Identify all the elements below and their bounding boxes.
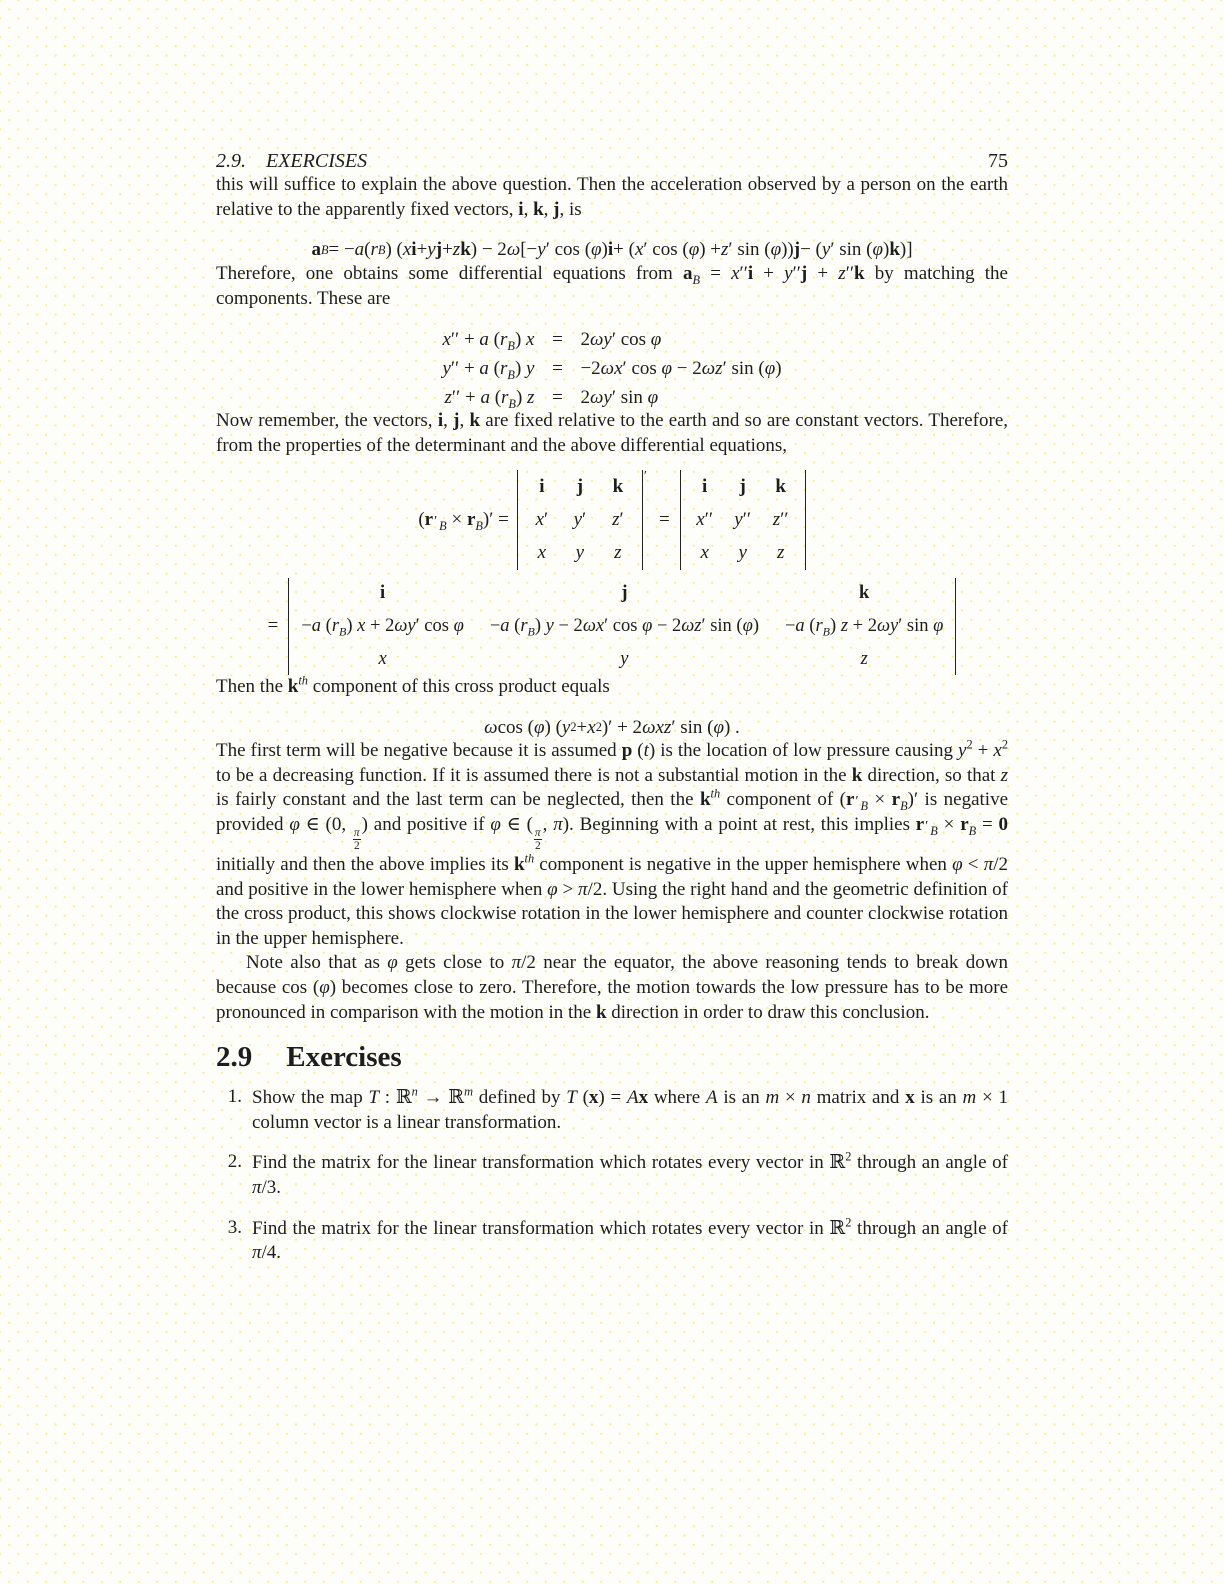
equation-system xyxy=(216,329,1008,409)
determinant-1: i j k x′ y′ z′ x y z xyxy=(517,470,643,569)
cross-product-determinant-equation xyxy=(216,578,1008,675)
paragraph-low-pressure: The first term will be negative because it is assumed p (t) is the location of low pressure causing $y^2 + x^2$ to be a decreasing function. If it is assumed there is not a substantial motion in the k direction, so that z is fairly constant and the last term can be neglected, then the $k^{th}$ component of (r′ $_B \times r_B)'$ is negative provided φ ∈ (0, $\frac{\pi}{2}$ ) and positive if φ ∈ ( $\frac{\pi}{2}$ , π). Beginning with a point at rest, this implies r′ $_B \times r_B = 0$ initially and then the above implies its $k^{th}$ component is negative in the upper hemisphere when φ < π/2 and positive in the lower hemisphere when φ > π/2. Using the right hand and the geometric definition of the cross product, this shows clockwise rotation in the lower hemisphere and counter clockwise rotation in the upper hemisphere. xyxy=(216,737,1009,949)
section-heading xyxy=(216,1041,1008,1074)
exercise-text: Find the matrix for the linear transformation which rotates every vector in ℝ$^2$ through an angle of π/4. xyxy=(252,1215,1008,1264)
eq-row3-sign: = xyxy=(552,387,563,409)
exercise-number: 1. xyxy=(227,1086,242,1108)
determinant-lhs: (r′ $_B \times r_B)'$ = xyxy=(418,509,509,533)
eq-row2-rhs: −2ωx′ cos φ − 2ωz′ sin (φ) xyxy=(580,358,782,380)
exercise-number: 2. xyxy=(227,1151,242,1173)
running-section-title: EXERCISES xyxy=(266,150,368,172)
exercise-item-1 xyxy=(216,1086,1008,1135)
determinant-1-wrap xyxy=(517,470,649,569)
equation-acceleration: a B = − a ( r B ) ( x i + y j + z k ) − 2 ω [− y ′ cos ( φ ) i + ( x ′ cos ( φ ) + z ′ sin ( φ )) j − ( y ′ sin ( φ ) k )] xyxy=(311,239,913,261)
determinant-identity-equation xyxy=(216,470,1008,569)
eq-row2-sign: = xyxy=(552,358,563,380)
paragraph-constant-vectors: Now remember, the vectors, i, j, k are fixed relative to the earth and so are constant vectors. Therefore, from the properties of the determinant and the above differential equations, xyxy=(216,410,1009,456)
eq-row1-sign: = xyxy=(552,329,563,351)
running-header xyxy=(216,150,1008,173)
page-number: 75 xyxy=(988,150,1008,172)
exercise-text: Find the matrix for the linear transformation which rotates every vector in ℝ$^2$ through an angle of π/3. xyxy=(252,1150,1008,1198)
exercise-item-2 xyxy=(216,1151,1008,1200)
kth-component-equation: ω cos ( φ ) ( y 2 + x 2 )′ + 2 ωxz ′ sin ( φ ) . xyxy=(484,716,740,738)
equals-sign: = xyxy=(658,509,670,531)
paragraph-kth-component: Then the $k^{th}$ component of this cross product equals xyxy=(216,673,610,697)
eq-row2-lhs: y′′ + a $(r_B)$ y xyxy=(442,358,535,382)
exercise-number: 3. xyxy=(227,1216,242,1238)
paragraph-equator-note: Note also that as φ gets close to π/2 near the equator, the above reasoning tends to break down because cos (φ) becomes close to zero. Therefore, the motion towards the low pressure has to be more pronounced in comparison with the motion in the k direction in order to draw this conclusion. xyxy=(216,952,1009,1023)
equals-sign: = xyxy=(267,615,279,637)
running-section-number: 2.9. xyxy=(216,150,246,172)
exercise-item-3 xyxy=(216,1217,1008,1266)
paragraph-intro: this will suffice to explain the above question. Then the acceleration observed by a person on the earth relative to the apparently fixed vectors, i, k, j, is xyxy=(216,174,1008,220)
page-content xyxy=(216,0,1008,1266)
running-section xyxy=(216,150,367,173)
section-heading-title: Exercises xyxy=(286,1041,402,1074)
eq-row3-rhs: 2ωy′ sin φ xyxy=(580,387,659,409)
paragraph-matching-components: Therefore, one obtains some differential equations from $a_B = x''i + y''j + z''k$ by matching the components. These are xyxy=(216,262,1008,309)
eq-row1-lhs: x′′ + a $(r_B)$ x xyxy=(442,329,535,353)
cross-product-determinant: i j k −a $(r_B) x + 2\omega y'$ cos φ −a $(r_B) y - 2\omega x'$ cos φ − 2ωz′ sin (φ) −a $(r_B) z + 2\omega y'$ sin φ x y z xyxy=(288,578,956,675)
exercise-text: Show the map T : ℝ$^n$ → ℝ$^m$ defined by T (x) = Ax where A is an m × n matrix and x is an m × 1 column vector is a linear transformation. xyxy=(252,1084,1008,1133)
determinant-2: i j k x′′ y′′ z′′ x y z xyxy=(680,470,806,569)
determinant-prime: ′ xyxy=(643,469,647,485)
section-heading-number: 2.9 xyxy=(216,1041,253,1074)
exercise-list xyxy=(216,1086,1008,1266)
eq-row1-rhs: 2ωy′ cos φ xyxy=(580,329,662,351)
eq-row3-lhs: z′′ + a $(r_B)$ z xyxy=(444,387,535,411)
